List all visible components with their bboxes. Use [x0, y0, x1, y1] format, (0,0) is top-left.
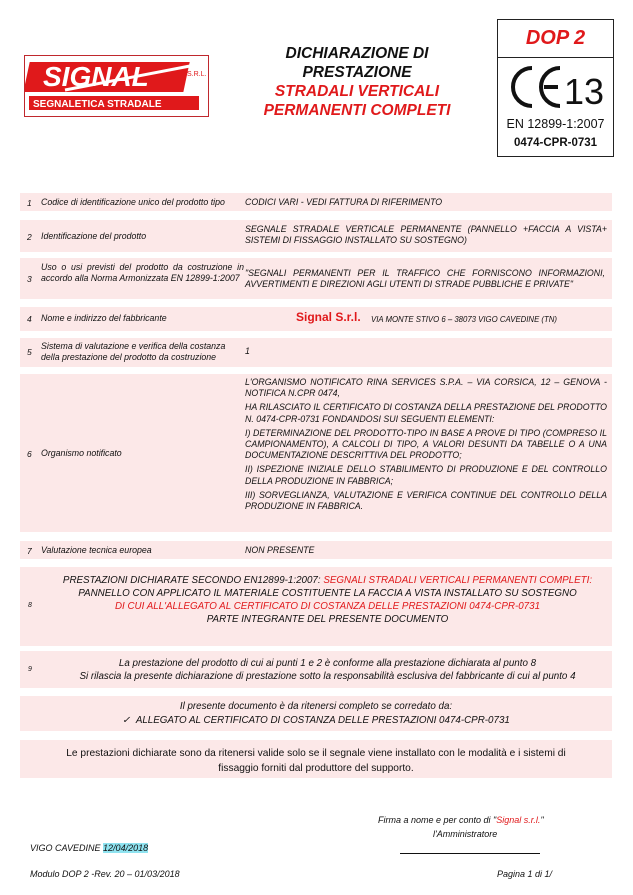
signal-logo [24, 55, 209, 117]
section-8-line3: DI CUI ALL'ALLEGATO AL CERTIFICATO DI COSTANZA DELLE PRESTAZIONI 0474-CPR-0731 [114, 601, 541, 612]
row-label: Codice di identificazione unico del prodotto tipo [41, 197, 225, 207]
section-number: 9 [28, 666, 32, 673]
section-8 [20, 567, 612, 646]
row-label: Organismo notificato [41, 448, 122, 458]
check-icon: ✓ [122, 715, 131, 726]
manufacturer-address: VIA MONTE STIVO 6 – 38073 VIGO CAVEDINE (TN) [371, 315, 558, 324]
logo-wordmark: SIGNAL [43, 61, 149, 92]
row-value: CODICI VARI - VEDI FATTURA DI RIFERIMENTO [245, 197, 443, 207]
section-11-line2: fissaggio forniti dal produttore del supporto. [218, 763, 414, 774]
ce-number: 13 [564, 71, 603, 112]
logo-graphic [25, 56, 208, 116]
row-number: 3 [27, 274, 32, 284]
row-label: Valutazione tecnica europea [41, 545, 152, 555]
section-8-text [50, 574, 605, 626]
row-label: Identificazione del prodotto [41, 231, 147, 241]
page-number: Pagina 1 di 1/ [497, 869, 553, 879]
section-9-text [50, 657, 605, 683]
logo-srl: S.R.L. [187, 71, 207, 78]
section-9-line2: Si rilascia la presente dichiarazione di prestazione sotto la responsabilità esclusiva del fabbricante di cui al punto 4 [79, 671, 576, 682]
row-value: NON PRESENTE [245, 545, 315, 555]
section-9 [20, 651, 612, 688]
row-number: 1 [27, 198, 32, 208]
section-11-text [20, 746, 612, 776]
notified-body-line: L'ORGANISMO NOTIFICATO RINA SERVICES S.P.A. – VIA CORSICA, 12 – GENOVA - NOTIFICA N.CPR 0474, [245, 377, 607, 399]
section-10-line1: Il presente documento è da ritenersi completo se corredato da: [179, 701, 453, 712]
signature-company: Signal s.r.l. [496, 815, 541, 825]
section-9-line1: La prestazione del prodotto di cui ai punti 1 e 2 è conforme alla prestazione dichiarata al punto 8 [118, 658, 537, 669]
section-8-line1-red: SEGNALI STRADALI VERTICALI PERMANENTI COMPLETI: [323, 575, 593, 586]
signature-line [400, 853, 540, 854]
section-10-text [20, 700, 612, 728]
notified-body-line: I) DETERMINAZIONE DEL PRODOTTO-TIPO IN BASE A PROVE DI TIPO (COMPRESO IL CAMPIONAMENTO), A CALCOLI DI TIPO, A VALORI DESUNTI DA TABELLE O A UNA DOCUMENTAZIONE DESCRITTIVA DEL PRODOTTO; [245, 427, 607, 461]
section-8-line4: PARTE INTEGRANTE DEL PRESENTE DOCUMENTO [206, 614, 449, 625]
row-number: 6 [27, 449, 32, 459]
logo-subtitle: SEGNALETICA STRADALE [33, 99, 162, 110]
row-value: "SEGNALI PERMANENTI PER IL TRAFFICO CHE FORNISCONO INFORMAZIONI, AVVERTIMENTI E DIREZIONI AGLI UTENTI DI STRADE PUBBLICHE E PRIVATE" [245, 268, 605, 290]
section-10-line2: ALLEGATO AL CERTIFICATO DI COSTANZA DELLE PRESTAZIONI 0474-CPR-0731 [135, 715, 510, 726]
row-number: 2 [27, 232, 32, 242]
subtitle-line-1: STRADALI VERTICALI [274, 83, 440, 100]
notified-body-line: III) SORVEGLIANZA, VALUTAZIONE E VERIFICA CONTINUE DEL CONTROLLO DELLA PRODUZIONE IN FABBRICA. [245, 489, 607, 512]
notified-body-line: II) ISPEZIONE INIZIALE DELLO STABILIMENTO DI PRODUZIONE E DEL CONTROLLO DELLA PRODUZIONE IN FABBRICA; [245, 464, 607, 486]
section-8-line1-black: PRESTAZIONI DICHIARATE SECONDO EN12899-1:2007: [62, 575, 321, 586]
date: 12/04/2018 [103, 843, 149, 853]
manufacturer-name: Signal S.r.l. [296, 310, 361, 324]
notified-body-line: HA RILASCIATO IL CERTIFICATO DI COSTANZA DELLA PRESTAZIONE DEL PRODOTTO N. 0474-CPR-0731 FONDANDOSI SUI SEGUENTI ELEMENTI: [245, 402, 607, 424]
dop-box [497, 19, 614, 157]
standard-label: EN 12899-1:2007 [506, 117, 605, 131]
ce-mark-icon [508, 62, 603, 112]
row-label: Uso o usi previsti del prodotto da costruzione in accordo alla Norma Armonizzata EN 12899-1:2007 [41, 262, 244, 283]
place: VIGO CAVEDINE [30, 843, 101, 853]
section-number: 8 [28, 602, 32, 609]
module-label: Modulo DOP 2 -Rev. 20 – 01/03/2018 [30, 869, 180, 879]
signature-line2: l'Amministratore [433, 829, 498, 839]
title-line-1: DICHIARAZIONE DI [285, 45, 429, 62]
subtitle-line-2: PERMANENTI COMPLETI [263, 102, 451, 119]
notified-body-text [245, 377, 607, 512]
dop-code: DOP 2 [498, 20, 613, 58]
row-label: Sistema di valutazione e verifica della costanza della prestazione del prodotto da costruzione [41, 341, 226, 362]
title-line-2: PRESTAZIONE [302, 64, 412, 81]
document-title [228, 44, 486, 120]
cpr-label: 0474-CPR-0731 [513, 137, 598, 149]
signature-line1: Firma a nome e per conto di "Signal s.r.l." [378, 815, 544, 825]
row-label: Nome e indirizzo del fabbricante [41, 313, 167, 323]
row-value: SEGNALE STRADALE VERTICALE PERMANENTE (PANNELLO +FACCIA A VISTA+ SISTEMI DI FISSAGGIO INSTALLATO SU SOSTEGNO) [245, 224, 607, 246]
section-10 [20, 696, 612, 731]
section-11 [20, 740, 612, 778]
row-number: 4 [27, 314, 32, 324]
row-number: 7 [27, 546, 32, 556]
place-date [30, 843, 148, 853]
section-8-line2: PANNELLO CON APPLICATO IL MATERIALE COSTITUENTE LA FACCIA A VISTA INSTALLATO SU SOSTEGNO [78, 588, 577, 599]
row-number: 5 [27, 347, 32, 357]
section-11-line1: Le prestazioni dichiarate sono da ritenersi valide solo se il segnale viene installato con le modalità e i sistemi di [66, 748, 566, 759]
row-value: 1 [245, 346, 250, 356]
